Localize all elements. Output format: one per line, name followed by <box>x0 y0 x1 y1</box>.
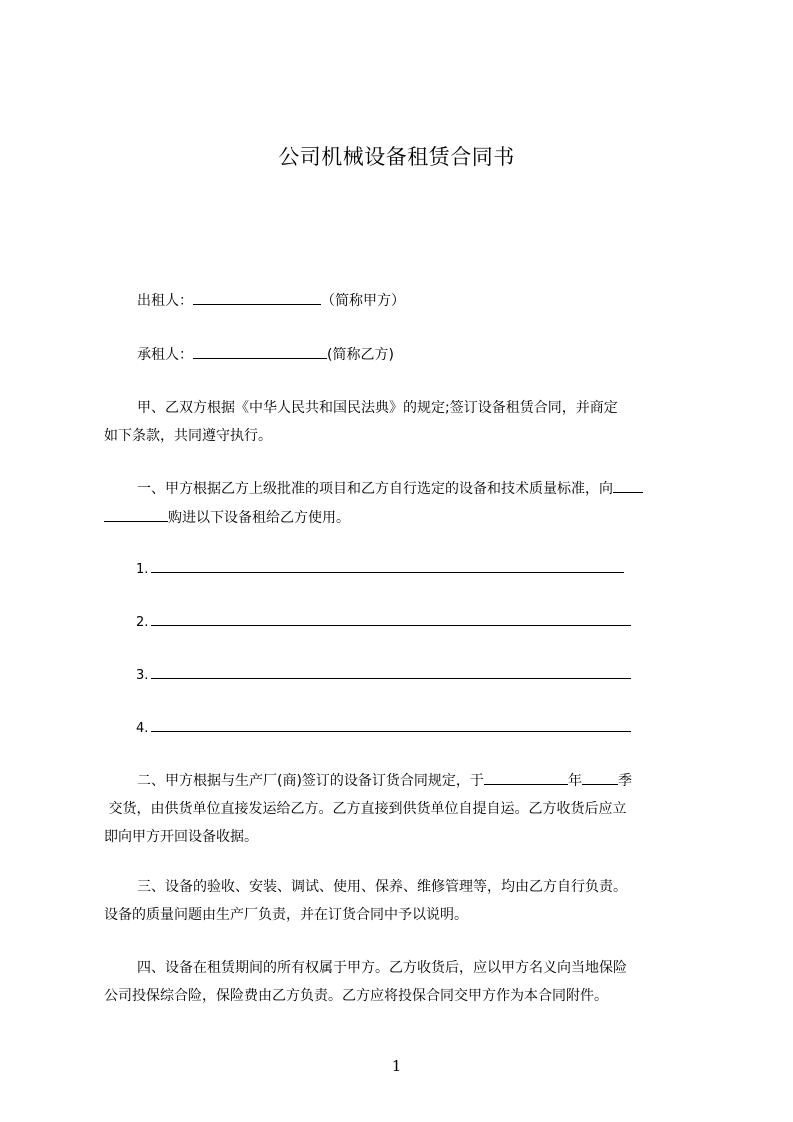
clause1-line-2 <box>104 507 704 528</box>
equipment-item-number: 4. <box>136 721 149 736</box>
equipment-item-blank[interactable] <box>151 665 631 679</box>
delivery-season-blank[interactable] <box>582 770 618 785</box>
lessee-label: 承租人： <box>137 347 193 363</box>
equipment-item-blank[interactable] <box>151 718 631 732</box>
equipment-item-4 <box>136 718 631 738</box>
clause1-text: 一、甲方根据乙方上级批准的项目和乙方自行选定的设备和技术质量标准，向 <box>137 481 613 497</box>
season-label: 季 <box>617 773 632 789</box>
equipment-item-1 <box>136 559 624 579</box>
clause4-line-1: 四、设备在租赁期间的所有权属于甲方。乙方收货后，应以甲方名义向当地保险 <box>137 960 627 976</box>
preamble-line-2: 如下条款，共同遵守执行。 <box>104 428 272 444</box>
equipment-item-blank[interactable] <box>151 559 624 573</box>
clause1-supplier-blank-a[interactable] <box>613 478 643 493</box>
lessor-suffix: （简称甲方） <box>321 293 405 309</box>
clause2-text: 二、甲方根据与生产厂(商)签订的设备订货合同规定，于 <box>137 773 484 789</box>
preamble-line-1: 甲、乙双方根据《中华人民共和国民法典》的规定;签订设备租赁合同，并商定 <box>137 400 618 416</box>
equipment-item-blank[interactable] <box>151 612 631 626</box>
clause2-line-1 <box>104 770 737 791</box>
lessee-line <box>104 344 737 365</box>
year-label: 年 <box>567 773 582 789</box>
clause1-line-1 <box>104 478 737 499</box>
delivery-year-blank[interactable] <box>484 770 568 785</box>
clause2-line-2: 交货，由供货单位直接发运给乙方。乙方直接到供货单位自提自运。乙方收货后应立 <box>104 801 627 817</box>
lessor-blank[interactable] <box>193 290 321 305</box>
document-title: 公司机械设备租赁合同书 <box>278 145 515 169</box>
clause2-line-3: 即向甲方开回设备收据。 <box>104 829 258 845</box>
equipment-item-3 <box>136 665 631 685</box>
lessor-line <box>104 290 737 311</box>
equipment-item-number: 1. <box>136 562 149 577</box>
equipment-item-2 <box>136 612 631 632</box>
equipment-item-number: 2. <box>136 615 149 630</box>
lessee-blank[interactable] <box>193 344 327 359</box>
lessee-suffix: (简称乙方) <box>327 347 394 363</box>
clause3-line-2: 设备的质量问题由生产厂负责，并在订货合同中予以说明。 <box>104 907 468 923</box>
clause4-line-2: 公司投保综合险，保险费由乙方负责。乙方应将投保合同交甲方作为本合同附件。 <box>104 988 608 1004</box>
clause1-suffix: 购进以下设备租给乙方使用。 <box>168 510 350 526</box>
clause1-supplier-blank-b[interactable] <box>104 507 168 522</box>
page-number: 1 <box>391 1057 402 1075</box>
clause3-line-1: 三、设备的验收、安装、调试、使用、保养、维修管理等，均由乙方自行负责。 <box>137 879 627 895</box>
lessor-label: 出租人： <box>137 293 193 309</box>
equipment-item-number: 3. <box>136 668 149 683</box>
